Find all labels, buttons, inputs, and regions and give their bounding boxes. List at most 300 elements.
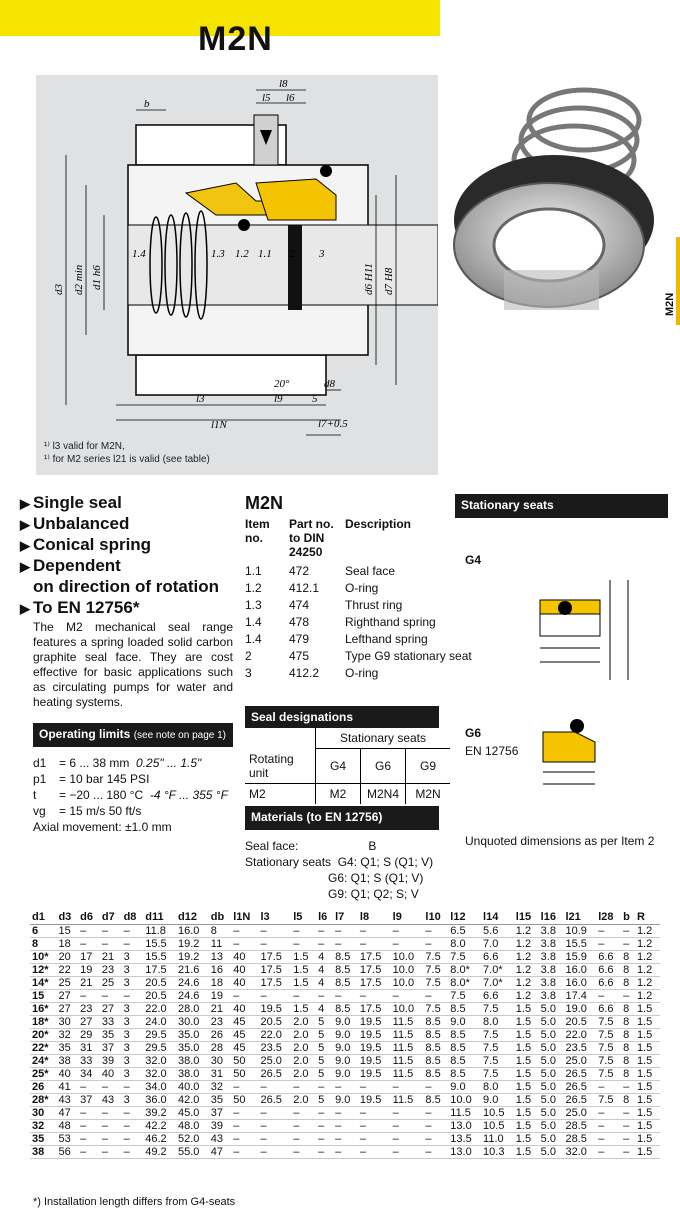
dims-cell: – <box>596 990 621 1003</box>
dims-cell: – <box>78 1120 100 1133</box>
bullet-item: ▶ Dependent <box>20 556 121 575</box>
dims-row <box>30 1029 660 1042</box>
dim-d7: d7 H8 <box>383 267 395 295</box>
dims-cell: – <box>333 1120 358 1133</box>
dims-row <box>30 977 660 990</box>
dims-cell: 3.8 <box>539 925 564 938</box>
dims-cell: 5.0 <box>539 1081 564 1094</box>
dim-5: 5 <box>312 393 318 405</box>
dims-row <box>30 1016 660 1029</box>
dims-cell: 10.0 <box>391 977 424 990</box>
dims-cell: 11.5 <box>391 1042 424 1055</box>
dims-cell: 19.2 <box>176 938 209 951</box>
dims-cell: – <box>258 1120 291 1133</box>
dims-cell: 35.0 <box>176 1042 209 1055</box>
side-accent-strip <box>676 237 680 325</box>
dims-cell: 40 <box>231 964 258 977</box>
dims-cell: 8 <box>209 925 231 938</box>
dims-cell: 1.2 <box>514 951 539 964</box>
dims-cell: – <box>316 1107 333 1120</box>
dims-cell: 9.0 <box>333 1094 358 1107</box>
dims-cell: 17.5 <box>358 964 391 977</box>
dims-cell: 3.8 <box>539 938 564 951</box>
parts-row: 1.2 412.1 O-ring <box>245 581 379 595</box>
dims-cell: 43 <box>100 1094 122 1107</box>
dims-cell: 9.0 <box>333 1016 358 1029</box>
dims-cell: 13.5 <box>448 1133 481 1146</box>
dims-cell: – <box>100 925 122 938</box>
dims-cell: 23 <box>78 1003 100 1016</box>
dims-cell: 15.5 <box>564 938 597 951</box>
dims-cell: 11.5 <box>391 1029 424 1042</box>
dims-cell: 7.5 <box>596 1016 621 1029</box>
dims-cell: 3 <box>122 964 144 977</box>
dims-cell: 35 <box>30 1133 56 1146</box>
dims-cell: 23.5 <box>564 1042 597 1055</box>
dims-cell: 8.0 <box>481 1081 514 1094</box>
dims-header: d12 <box>176 910 209 925</box>
dims-cell: 8.5 <box>448 1029 481 1042</box>
dims-cell: 2.0 <box>291 1029 316 1042</box>
dims-cell: 9.0 <box>448 1016 481 1029</box>
dims-cell: 10.9 <box>564 925 597 938</box>
bullet-item: ▶ Single seal <box>20 493 122 512</box>
dims-cell: 33 <box>78 1055 100 1068</box>
dims-cell: 42.0 <box>176 1094 209 1107</box>
dims-cell: – <box>423 1081 448 1094</box>
dims-cell: 7.5 <box>481 1055 514 1068</box>
dims-cell: 10.0 <box>391 964 424 977</box>
dims-header: d1 <box>30 910 56 925</box>
dims-cell: – <box>122 938 144 951</box>
dims-cell: 8.5 <box>333 951 358 964</box>
dims-cell: 9.0 <box>333 1042 358 1055</box>
dims-cell: 13.0 <box>448 1120 481 1133</box>
dims-cell: 1.5 <box>291 964 316 977</box>
dims-cell: 19.5 <box>358 1094 391 1107</box>
dims-cell: – <box>100 1120 122 1133</box>
bullet-item: ▶ To EN 12756* <box>20 598 140 617</box>
dims-cell: 8 <box>621 1003 635 1016</box>
dims-cell: – <box>391 1107 424 1120</box>
dims-cell: 15 <box>30 990 56 1003</box>
dims-cell: – <box>358 1146 391 1159</box>
dims-cell: 8.0 <box>448 938 481 951</box>
dims-cell: – <box>358 925 391 938</box>
dims-cell: 1.5 <box>514 1003 539 1016</box>
dims-cell: – <box>78 1146 100 1159</box>
dims-cell: 19.2 <box>176 951 209 964</box>
dims-cell: – <box>122 1107 144 1120</box>
dims-cell: – <box>391 990 424 1003</box>
label-item-3: 3 <box>319 248 325 260</box>
dims-cell: – <box>596 1146 621 1159</box>
dims-cell: 8 <box>621 1042 635 1055</box>
dims-cell: 3.8 <box>539 951 564 964</box>
dims-cell: 5 <box>316 1055 333 1068</box>
dims-cell: 55.0 <box>176 1146 209 1159</box>
dims-cell: – <box>231 925 258 938</box>
dims-cell: 4 <box>316 1003 333 1016</box>
dims-cell: 2.0 <box>291 1068 316 1081</box>
dims-cell: 5.0 <box>539 1016 564 1029</box>
dims-cell: 1.5 <box>514 1042 539 1055</box>
technical-drawing <box>36 75 438 475</box>
dims-cell: – <box>100 1146 122 1159</box>
dims-cell: – <box>423 1107 448 1120</box>
dims-cell: 7.5 <box>423 964 448 977</box>
dims-cell: – <box>333 990 358 1003</box>
dims-cell: 8.5 <box>423 1029 448 1042</box>
dims-cell: – <box>231 1107 258 1120</box>
sd-rotating-unit: Rotating unit <box>245 749 316 784</box>
dims-cell: 11.5 <box>391 1068 424 1081</box>
dims-cell: – <box>423 1120 448 1133</box>
dims-cell: 4 <box>316 951 333 964</box>
dims-cell: 21 <box>100 951 122 964</box>
dims-cell: 7.0 <box>481 938 514 951</box>
table-footnote: *) Installation length differs from G4-seats <box>33 1196 236 1208</box>
dims-cell: 39 <box>209 1120 231 1133</box>
dims-cell: 4 <box>316 977 333 990</box>
dims-cell: 22 <box>56 964 78 977</box>
dims-cell: 16.0 <box>564 977 597 990</box>
dims-cell: – <box>423 925 448 938</box>
dims-cell: 39 <box>100 1055 122 1068</box>
dims-cell: 1.2 <box>514 964 539 977</box>
dims-cell: 41 <box>56 1081 78 1094</box>
dims-cell: 7.5 <box>596 1094 621 1107</box>
dims-cell: – <box>316 990 333 1003</box>
dims-cell: – <box>258 938 291 951</box>
dims-cell: 19.0 <box>564 1003 597 1016</box>
dims-cell: 23 <box>209 1016 231 1029</box>
dims-cell: 8.5 <box>423 1055 448 1068</box>
dims-cell: 24* <box>30 1055 56 1068</box>
dims-row <box>30 1042 660 1055</box>
dims-cell: 11.5 <box>448 1107 481 1120</box>
dims-cell: 29 <box>78 1029 100 1042</box>
dims-cell: 3.8 <box>539 990 564 1003</box>
dims-cell: 27 <box>56 990 78 1003</box>
dims-row <box>30 1068 660 1081</box>
dims-cell: 21 <box>209 1003 231 1016</box>
dims-cell: 1.5 <box>635 1068 660 1081</box>
dims-cell: 1.5 <box>635 1107 660 1120</box>
dims-cell: 45.0 <box>176 1107 209 1120</box>
dims-cell: 8.5 <box>448 1042 481 1055</box>
dims-cell: – <box>333 938 358 951</box>
dim-b: b <box>144 98 150 110</box>
dims-cell: 7.0* <box>481 964 514 977</box>
label-item-13: 1.3 <box>211 248 225 260</box>
dims-cell: 1.2 <box>635 925 660 938</box>
dims-row <box>30 1133 660 1146</box>
triangle-icon: ▶ <box>20 538 30 553</box>
dims-cell: 34.0 <box>143 1081 176 1094</box>
parts-row: 3 412.2 O-ring <box>245 666 379 680</box>
dims-cell: – <box>423 1146 448 1159</box>
dims-cell: – <box>596 1081 621 1094</box>
dims-row <box>30 1081 660 1094</box>
dims-cell: 11.8 <box>143 925 176 938</box>
dims-cell: 1.5 <box>514 1107 539 1120</box>
dims-cell: 19.5 <box>358 1029 391 1042</box>
dims-cell: 5.0 <box>539 1107 564 1120</box>
dims-cell: 26.5 <box>564 1068 597 1081</box>
dims-cell: 16.0 <box>176 925 209 938</box>
dims-cell: – <box>423 990 448 1003</box>
dims-cell: 20.5 <box>564 1016 597 1029</box>
dims-cell: – <box>231 1146 258 1159</box>
dims-cell: 6.6 <box>481 990 514 1003</box>
dims-cell: – <box>122 1146 144 1159</box>
dims-cell: 8.5 <box>333 964 358 977</box>
dims-row <box>30 1055 660 1068</box>
dims-row <box>30 1107 660 1120</box>
dims-cell: 7.5 <box>596 1042 621 1055</box>
dims-cell: – <box>316 1146 333 1159</box>
dims-header: d7 <box>100 910 122 925</box>
dims-cell: 48 <box>56 1120 78 1133</box>
dims-cell: – <box>231 938 258 951</box>
dims-cell: – <box>333 1146 358 1159</box>
dims-cell: – <box>291 1133 316 1146</box>
dims-cell: – <box>291 1146 316 1159</box>
dims-cell: 6.6 <box>596 977 621 990</box>
sd-stationary-seats: Stationary seats <box>316 728 451 749</box>
dims-cell: – <box>78 1107 100 1120</box>
dims-cell: – <box>333 1107 358 1120</box>
dims-cell: 3 <box>122 1042 144 1055</box>
dims-header: b <box>621 910 635 925</box>
dim-d1: d1 h6 <box>91 265 103 290</box>
seal-designations-table: Stationary seats Rotating unit G4 G6 G9 M2 M2 M2N4 M2N <box>245 728 450 804</box>
dims-cell: – <box>358 1081 391 1094</box>
dims-cell: – <box>391 1120 424 1133</box>
parts-title: M2N <box>245 493 284 513</box>
dims-cell: 6.6 <box>596 964 621 977</box>
parts-header-partno: Part no. to DIN 24250 <box>289 517 334 559</box>
dims-cell: 25 <box>56 977 78 990</box>
dims-cell: 42.2 <box>143 1120 176 1133</box>
dims-cell: – <box>78 990 100 1003</box>
g6-standard: EN 12756 <box>465 744 519 758</box>
dims-cell: 3 <box>122 1016 144 1029</box>
dims-cell: – <box>358 1120 391 1133</box>
parts-list <box>245 517 482 682</box>
dims-cell: 9.0 <box>481 1094 514 1107</box>
dims-cell: 5.0 <box>539 1094 564 1107</box>
dims-cell: 30.0 <box>176 1016 209 1029</box>
dimensions-table <box>30 910 660 1159</box>
dims-cell: 29.5 <box>143 1042 176 1055</box>
dims-row <box>30 1003 660 1016</box>
dims-cell: – <box>333 1081 358 1094</box>
dims-cell: – <box>333 925 358 938</box>
op-row: t = −20 ... 180 °C -4 °F ... 355 °F <box>33 788 228 802</box>
seal-cross-section <box>36 75 438 475</box>
dims-cell: 6.6 <box>596 951 621 964</box>
dims-cell: 9.0 <box>333 1055 358 1068</box>
dims-cell: 1.5 <box>635 1016 660 1029</box>
dims-cell: – <box>231 990 258 1003</box>
dims-cell: – <box>291 1081 316 1094</box>
dims-cell: 10.3 <box>481 1146 514 1159</box>
dims-cell: 15.5 <box>143 938 176 951</box>
dims-cell: 11.5 <box>391 1055 424 1068</box>
label-item-12: 1.2 <box>235 248 249 260</box>
dims-cell: 1.5 <box>514 1081 539 1094</box>
dim-l9: l9 <box>274 393 283 405</box>
dims-cell: 17.5 <box>258 951 291 964</box>
dims-cell: 5.0 <box>539 1003 564 1016</box>
dims-cell: 26 <box>30 1081 56 1094</box>
dims-cell: 11.5 <box>391 1094 424 1107</box>
parts-header-desc: Description <box>345 517 412 531</box>
dims-cell: 50 <box>231 1055 258 1068</box>
dims-cell: 6.5 <box>448 925 481 938</box>
dims-header: l8 <box>358 910 391 925</box>
dims-cell: 21.6 <box>176 964 209 977</box>
dims-row <box>30 1120 660 1133</box>
dims-cell: 30 <box>56 1016 78 1029</box>
dims-cell: 9.0 <box>448 1081 481 1094</box>
bullet-item: ▶ Unbalanced <box>20 514 130 533</box>
g6-label: G6 <box>465 726 482 740</box>
dims-header: l9 <box>391 910 424 925</box>
dims-cell: – <box>316 1120 333 1133</box>
dims-cell: 28.0 <box>176 1003 209 1016</box>
dims-cell: 43 <box>209 1133 231 1146</box>
dims-cell: – <box>78 938 100 951</box>
dims-cell: 1.5 <box>514 1055 539 1068</box>
dims-cell: 8.5 <box>423 1068 448 1081</box>
dims-cell: – <box>291 1120 316 1133</box>
dims-row <box>30 925 660 938</box>
unquoted-note: Unquoted dimensions as per Item 2 <box>465 834 655 848</box>
dims-cell: 3 <box>122 951 144 964</box>
dims-cell: 19 <box>78 964 100 977</box>
dims-cell: – <box>596 1133 621 1146</box>
footnote-1: ¹⁾ l3 valid for M2N, <box>44 441 125 452</box>
dims-header: l28 <box>596 910 621 925</box>
dims-cell: 6.6 <box>481 951 514 964</box>
dims-cell: 1.5 <box>635 1029 660 1042</box>
dims-cell: 28 <box>209 1042 231 1055</box>
dims-cell: 40 <box>100 1068 122 1081</box>
operating-limits-list <box>33 755 228 835</box>
dims-cell: – <box>391 1146 424 1159</box>
dims-cell: 19.5 <box>358 1055 391 1068</box>
dims-header: R <box>635 910 660 925</box>
dims-cell: 27 <box>56 1003 78 1016</box>
dims-cell: 1.5 <box>635 1003 660 1016</box>
dims-cell: 8 <box>621 1029 635 1042</box>
dims-cell: 11 <box>209 938 231 951</box>
dims-cell: 32.0 <box>564 1146 597 1159</box>
dims-cell: 40.0 <box>176 1081 209 1094</box>
dims-cell: 8 <box>30 938 56 951</box>
parts-row: 2 475 Type G9 stationary seat <box>245 649 472 663</box>
dims-cell: 5 <box>316 1042 333 1055</box>
dims-cell: 28* <box>30 1094 56 1107</box>
dims-cell: 47 <box>209 1146 231 1159</box>
dims-cell: 5.0 <box>539 1029 564 1042</box>
dims-cell: 8 <box>621 1094 635 1107</box>
dims-header: l5 <box>291 910 316 925</box>
dims-cell: 5.6 <box>481 925 514 938</box>
dims-cell: 9.0 <box>333 1068 358 1081</box>
drawing-footnotes <box>44 440 210 466</box>
dims-cell: 45 <box>231 1029 258 1042</box>
dims-cell: – <box>78 1081 100 1094</box>
dims-cell: 1.5 <box>291 977 316 990</box>
dims-cell: 1.5 <box>635 1042 660 1055</box>
dims-cell: 3 <box>122 1029 144 1042</box>
dims-cell: – <box>100 990 122 1003</box>
dims-cell: 25.0 <box>258 1055 291 1068</box>
dims-cell: 7.5 <box>481 1029 514 1042</box>
dims-cell: 38.0 <box>176 1055 209 1068</box>
dims-cell: 17.5 <box>358 951 391 964</box>
dims-cell: 10* <box>30 951 56 964</box>
dims-cell: – <box>596 1107 621 1120</box>
dims-cell: – <box>358 938 391 951</box>
dims-cell: – <box>596 938 621 951</box>
dims-cell: – <box>258 1081 291 1094</box>
axial-movement: Axial movement: ±1.0 mm <box>33 820 172 834</box>
dims-cell: 8 <box>621 977 635 990</box>
dims-cell: – <box>231 1120 258 1133</box>
dims-cell: 16* <box>30 1003 56 1016</box>
dims-cell: 22.0 <box>143 1003 176 1016</box>
dim-l7: l7+0.5 <box>318 418 348 430</box>
dims-header: d6 <box>78 910 100 925</box>
dims-row <box>30 1146 660 1159</box>
op-row: d1 = 6 ... 38 mm 0.25" ... 1.5" <box>33 756 202 770</box>
dims-cell: 5.0 <box>539 1068 564 1081</box>
dims-cell: 5.0 <box>539 1133 564 1146</box>
dim-l3: l3 <box>196 393 205 405</box>
g4-label: G4 <box>465 553 482 567</box>
dims-cell: 35 <box>209 1094 231 1107</box>
dims-cell: 32.0 <box>143 1055 176 1068</box>
dims-cell: 37 <box>78 1094 100 1107</box>
dims-cell: 39.2 <box>143 1107 176 1120</box>
dims-cell: 17.5 <box>143 964 176 977</box>
feature-bullets <box>20 493 219 619</box>
dims-cell: 22* <box>30 1042 56 1055</box>
dims-cell: 7.5 <box>423 951 448 964</box>
dims-cell: 19.5 <box>358 1016 391 1029</box>
dims-cell: 26.5 <box>564 1094 597 1107</box>
triangle-icon: ▶ <box>20 559 30 574</box>
dims-cell: – <box>258 1146 291 1159</box>
dims-cell: 8.0* <box>448 977 481 990</box>
bullet-item: ▶ Conical spring <box>20 535 152 554</box>
operating-limits-header: Operating limits (see note on page 1) <box>33 723 233 747</box>
dims-cell: 17.5 <box>258 964 291 977</box>
label-item-2: 2 <box>289 248 295 260</box>
dims-cell: 7.5 <box>596 1055 621 1068</box>
dims-cell: 7.5 <box>481 1042 514 1055</box>
dims-cell: 46.2 <box>143 1133 176 1146</box>
dims-cell: 7.5 <box>448 951 481 964</box>
dims-cell: – <box>258 990 291 1003</box>
dims-cell: 3 <box>122 1003 144 1016</box>
dims-cell: 20.5 <box>143 990 176 1003</box>
